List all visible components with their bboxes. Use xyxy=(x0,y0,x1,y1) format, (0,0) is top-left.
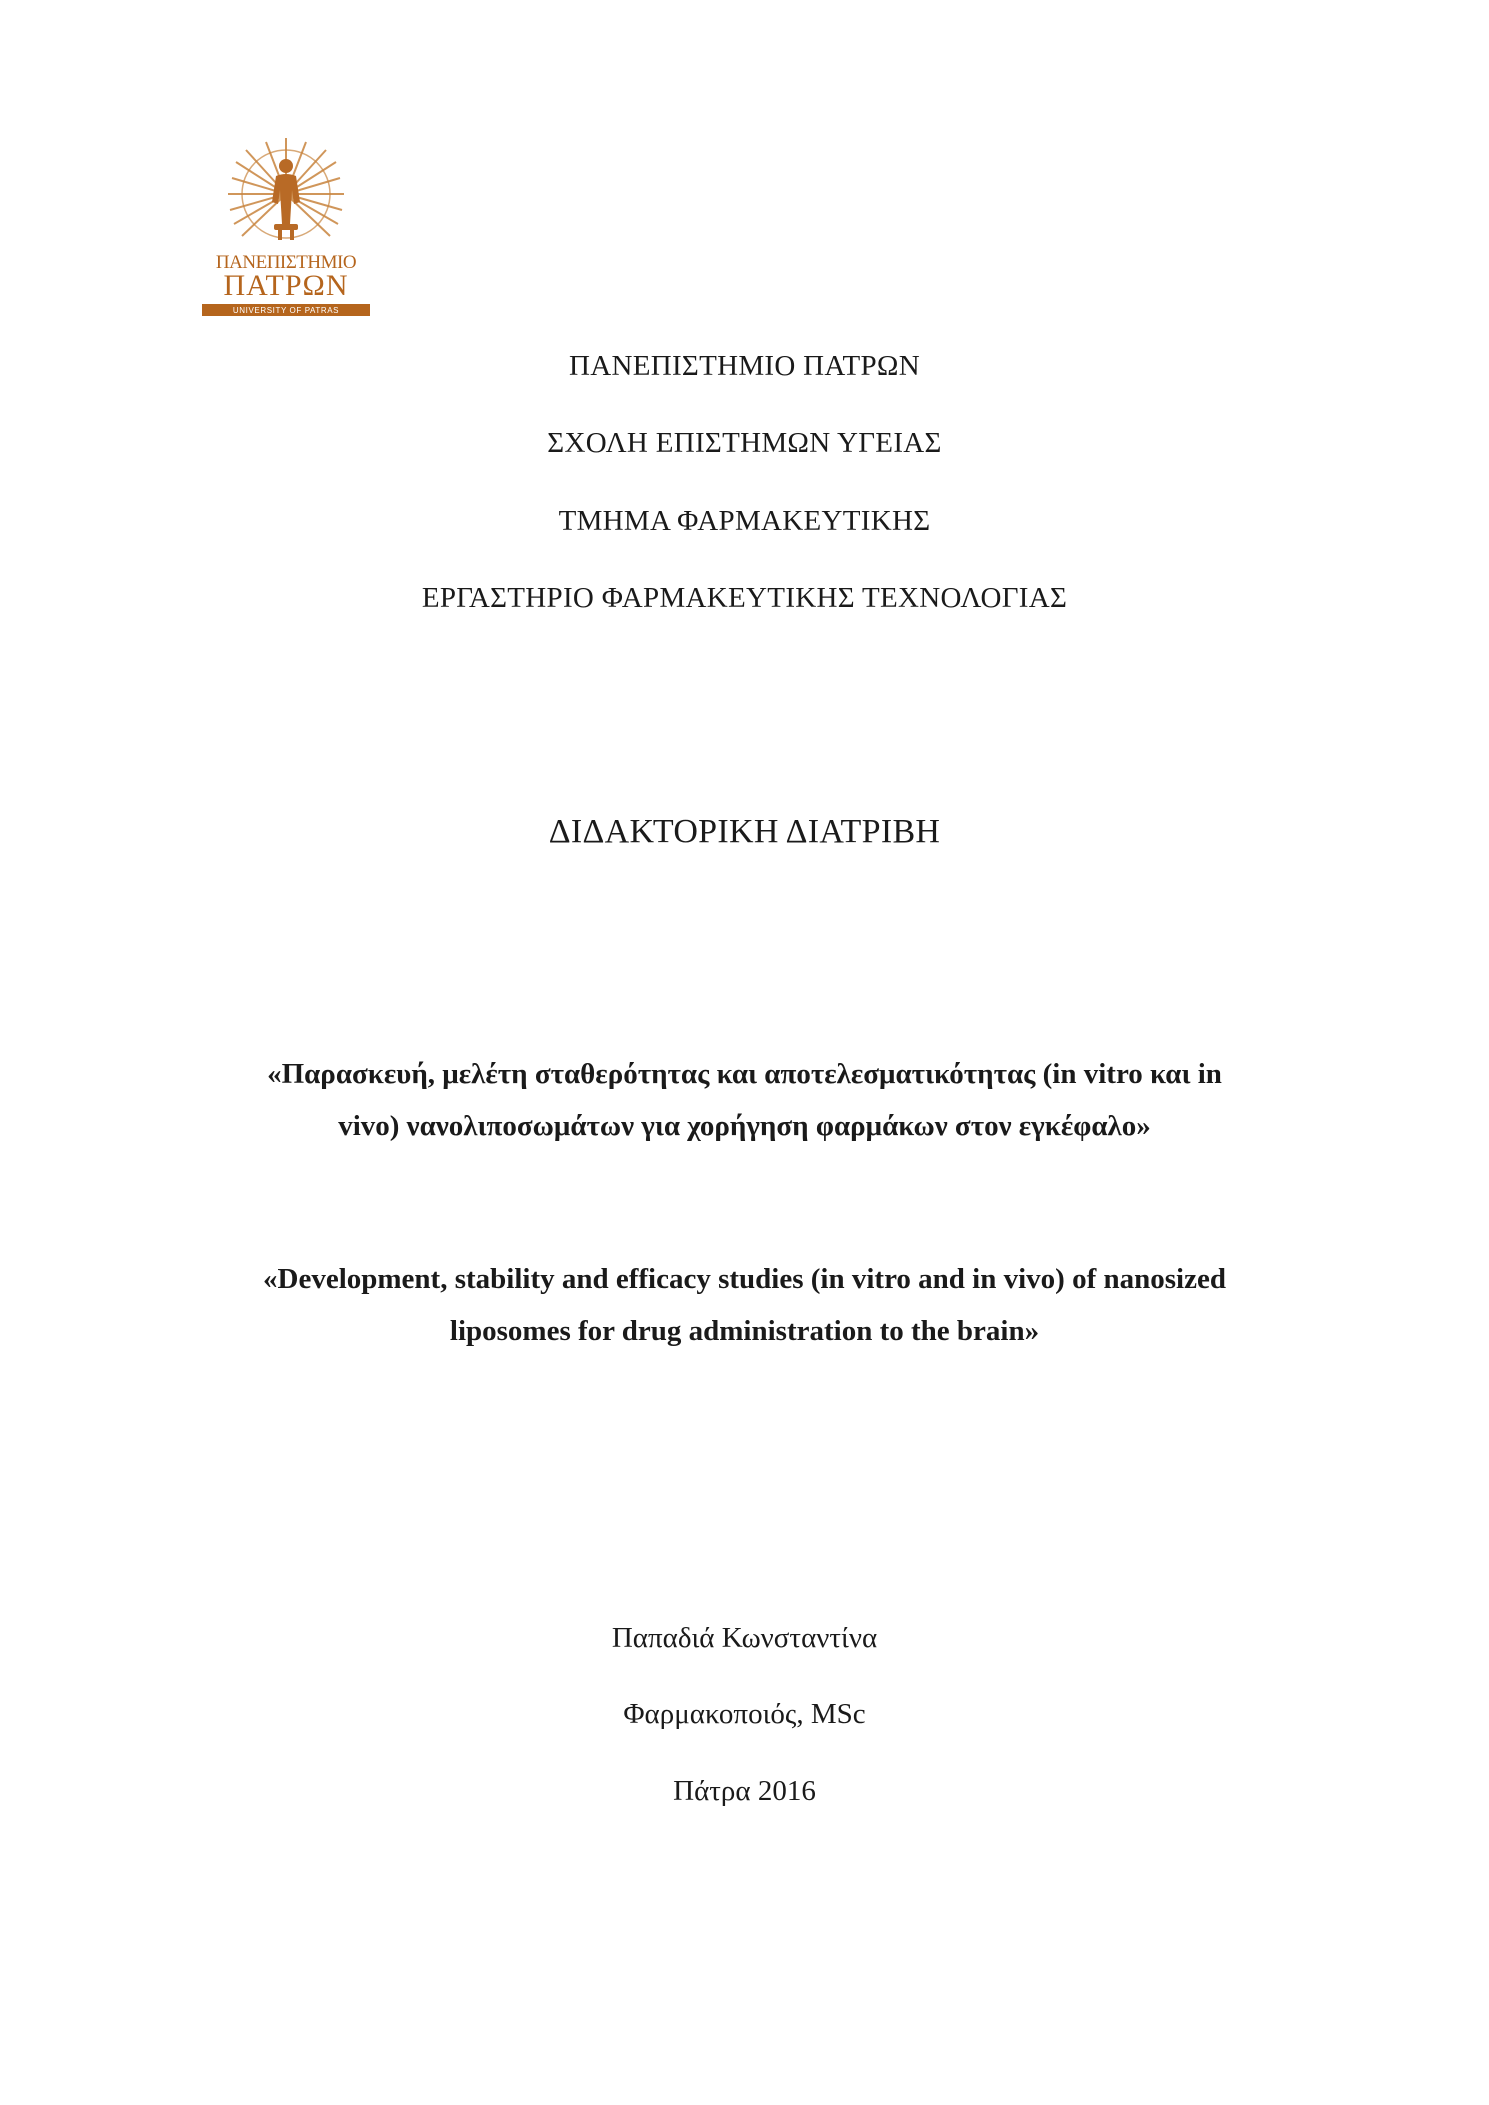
title-english-line2: liposomes for drug administration to the brain» xyxy=(449,1315,1040,1347)
university-name: ΠΑΝΕΠΙΣΤΗΜΙΟ ΠΑΤΡΩΝ xyxy=(568,350,921,382)
logo-line2: ΠΑΤΡΩΝ xyxy=(223,269,349,302)
department-name: ΤΜΗΜΑ ΦΑΡΜΑΚΕΥΤΙΚΗΣ xyxy=(558,505,931,537)
place-year: Πάτρα 2016 xyxy=(673,1775,816,1807)
author-name: Παπαδιά Κωνσταντίνα xyxy=(611,1622,878,1654)
logo-line3: UNIVERSITY OF PATRAS xyxy=(232,306,340,315)
title-greek xyxy=(210,1048,1279,1152)
title-english xyxy=(210,1253,1279,1357)
laboratory-name: ΕΡΓΑΣΤΗΡΙΟ ΦΑΡΜΑΚΕΥΤΙΚΗΣ ΤΕΧΝΟΛΟΓΙΑΣ xyxy=(421,582,1068,614)
school-name: ΣΧΟΛΗ ΕΠΙΣΤΗΜΩΝ ΥΓΕΙΑΣ xyxy=(547,427,942,459)
title-greek-line1: «Παρασκευή, μελέτη σταθερότητας και αποτελεσματικότητας (in vitro και in xyxy=(267,1058,1222,1090)
title-english-line1: «Development, stability and efficacy studies (in vitro and in vivo) of nanosized xyxy=(263,1263,1226,1295)
document-type: ΔΙΔΑΚΤΟΡΙΚΗ ΔΙΑΤΡΙΒΗ xyxy=(548,813,941,850)
title-greek-line2: vivo) νανολιποσωμάτων για χορήγηση φαρμάκων στον εγκέφαλο» xyxy=(338,1110,1151,1142)
logo-line1: ΠΑΝΕΠΙΣΤΗΜΙΟ xyxy=(215,252,357,273)
university-seal-icon xyxy=(200,132,372,318)
author-qualification: Φαρμακοποιός, MSc xyxy=(623,1698,866,1730)
university-logo xyxy=(200,132,372,318)
